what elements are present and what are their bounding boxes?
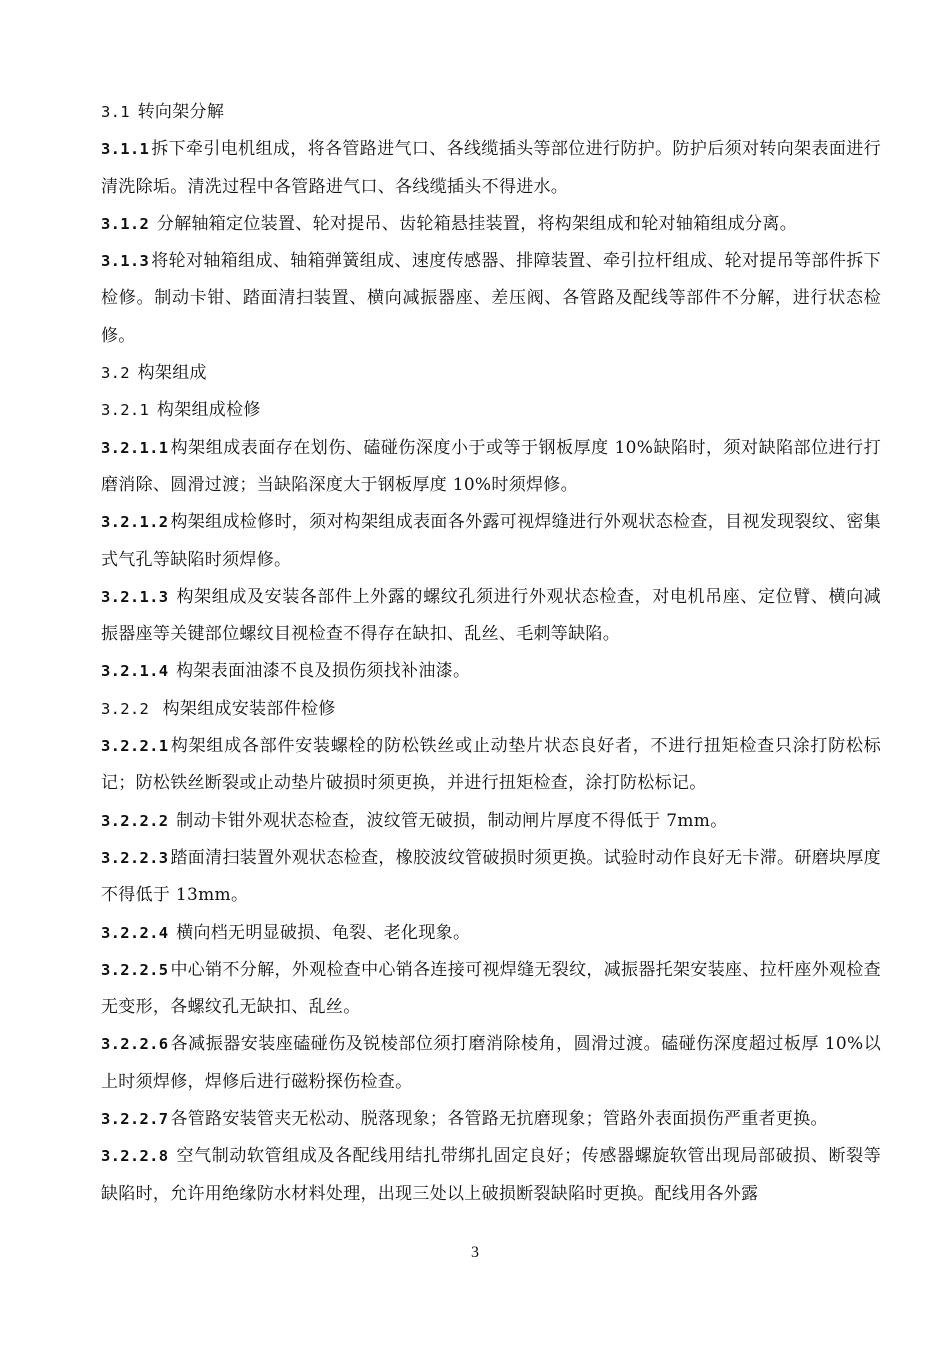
page-number: 3 (471, 1244, 479, 1261)
clause-paragraph (101, 1138, 881, 1213)
clause-text: 构架表面油漆不良及损伤须找补油漆。 (176, 661, 471, 682)
clause-number: 3.2.1.3 (101, 587, 169, 606)
clause-number: 3.2.2.4 (101, 923, 169, 942)
clause-paragraph (101, 1026, 881, 1101)
clause-paragraph (101, 131, 881, 206)
clause-text: 构架组成各部件安装螺栓的防松铁丝或止动垫片状态良好者，不进行扭矩检查只涂打防松标记；防松铁丝断裂或止动垫片破损时须更换，并进行扭矩检查，涂打防松标记。 (101, 736, 881, 794)
clause-paragraph (101, 579, 881, 654)
clause-text: 各减振器安装座磕碰伤及锐棱部位须打磨消除棱角，圆滑过渡。磕碰伤深度超过板厚 10%以上时须焊修，焊修后进行磁粉探伤检查。 (101, 1034, 881, 1092)
clause-paragraph (101, 840, 881, 915)
clause-number: 3.1.3 (101, 252, 150, 271)
clause-number: 3.2.2.6 (101, 1035, 169, 1054)
clause-number: 3.2.2.8 (101, 1147, 169, 1166)
clause-text: 中心销不分解，外观检查中心销各连接可视焊缝无裂纹，减振器托架安装座、拉杆座外观检查无变形，各螺纹孔无缺扣、乱丝。 (101, 959, 881, 1018)
clause-number: 3.2.1.4 (101, 662, 169, 681)
clause-paragraph (101, 653, 881, 690)
section-heading (101, 94, 881, 131)
section-title: 构架组成 (137, 363, 207, 384)
clause-text: 分解轴箱定位装置、轮对提吊、齿轮箱悬挂装置，将构架组成和轮对轴箱组成分离。 (156, 213, 797, 234)
document-body (101, 94, 881, 1213)
clause-text: 横向档无明显破损、龟裂、老化现象。 (176, 922, 471, 943)
clause-paragraph (101, 803, 881, 840)
subsection-heading (101, 392, 881, 429)
clause-paragraph (101, 952, 881, 1027)
clause-number: 3.2.1.1 (101, 438, 169, 457)
clause-paragraph (101, 504, 881, 579)
subsection-title: 构架组成检修 (156, 400, 261, 421)
clause-number: 3.2.2.7 (101, 1110, 169, 1129)
section-title: 转向架分解 (137, 102, 225, 122)
clause-number: 3.1.1 (101, 140, 150, 159)
clause-text: 踏面清扫装置外观状态检查，橡胶波纹管破损时须更换。试验时动作良好无卡滞。研磨块厚度不得低于 13mm。 (101, 847, 881, 906)
section-number: 3.2 (101, 364, 130, 383)
clause-paragraph (101, 430, 881, 505)
section-number: 3.1 (101, 103, 130, 121)
clause-text: 各管路安装管夹无松动、脱落现象；各管路无抗磨现象；管路外表面损伤严重者更换。 (170, 1109, 828, 1130)
clause-text: 空气制动软管组成及各配线用结扎带绑扎固定良好；传感器螺旋软管出现局部破损、断裂等缺陷时，允许用绝缘防水材料处理，出现三处以上破损断裂缺陷时更换。配线用各外露 (101, 1146, 881, 1204)
clause-number: 3.2.2.1 (101, 737, 169, 756)
clause-paragraph (101, 1101, 881, 1138)
clause-paragraph (101, 728, 881, 803)
subsection-title: 构架组成安装部件检修 (162, 698, 336, 719)
clause-paragraph (101, 243, 881, 355)
subsection-number: 3.2.1 (101, 401, 150, 420)
clause-text: 制动卡钳外观状态检查，波纹管无破损，制动闸片厚度不得低于 7mm。 (176, 810, 728, 831)
section-heading (101, 355, 881, 392)
clause-text: 拆下牵引电机组成，将各管路进气口、各线缆插头等部位进行防护。防护后须对转向架表面进行清洗除垢。清洗过程中各管路进气口、各线缆插头不得进水。 (101, 139, 881, 197)
clause-text: 构架组成表面存在划伤、磕碰伤深度小于或等于钢板厚度 10%缺陷时，须对缺陷部位进行打磨消除、圆滑过渡；当缺陷深度大于钢板厚度 10%时须焊修。 (101, 437, 881, 495)
clause-number: 3.2.2.3 (101, 848, 169, 867)
subsection-number: 3.2.2 (101, 699, 150, 718)
clause-text: 将轮对轴箱组成、轴箱弹簧组成、速度传感器、排障装置、牵引拉杆组成、轮对提吊等部件拆下检修。制动卡钳、踏面清扫装置、横向减振器座、差压阀、各管路及配线等部件不分解，进行状态检修。 (101, 251, 881, 346)
clause-text: 构架组成检修时，须对构架组成表面各外露可视焊缝进行外观状态检查，目视发现裂纹、密集式气孔等缺陷时须焊修。 (101, 512, 881, 570)
clause-number: 3.2.1.2 (101, 513, 169, 532)
clause-paragraph (101, 206, 881, 243)
subsection-heading (101, 691, 881, 728)
clause-number: 3.2.2.2 (101, 811, 169, 830)
clause-number: 3.2.2.5 (101, 960, 169, 979)
clause-paragraph (101, 915, 881, 952)
clause-number: 3.1.2 (101, 214, 150, 233)
clause-text: 构架组成及安装各部件上外露的螺纹孔须进行外观状态检查，对电机吊座、定位臂、横向减振器座等关键部位螺纹目视检查不得存在缺扣、乱丝、毛刺等缺陷。 (101, 586, 881, 645)
